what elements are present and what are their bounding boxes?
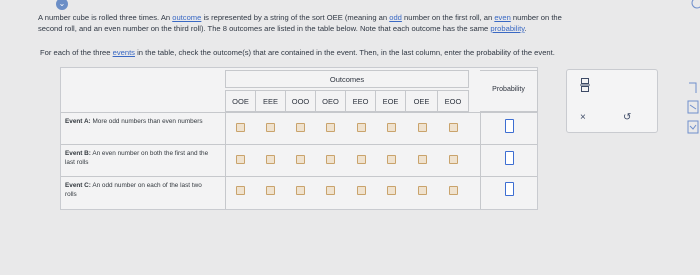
checkbox-c-oee[interactable] bbox=[418, 186, 427, 195]
probability-input-c[interactable] bbox=[505, 182, 514, 196]
checkbox-b-eeo[interactable] bbox=[357, 155, 366, 164]
intro-text: . bbox=[524, 24, 527, 33]
even-link[interactable]: even bbox=[494, 13, 511, 22]
checkbox-b-oeo[interactable] bbox=[326, 155, 335, 164]
checkbox-a-eoe[interactable] bbox=[387, 123, 396, 132]
checkbox-c-eoo[interactable] bbox=[449, 186, 458, 195]
event-a-label bbox=[65, 117, 215, 126]
undo-icon[interactable]: ↺ bbox=[623, 112, 632, 123]
col-header-eoe: EOE bbox=[375, 90, 406, 112]
outcomes-header: Outcomes bbox=[225, 70, 469, 88]
intro-text: number on the first roll, an bbox=[401, 13, 495, 22]
checkbox-b-eee[interactable] bbox=[266, 155, 275, 164]
event-c-label bbox=[65, 181, 215, 199]
intro-text: A number cube is rolled three times. An bbox=[38, 13, 173, 22]
checkbox-a-eoo[interactable] bbox=[449, 123, 458, 132]
probability-header: Probability bbox=[480, 70, 538, 112]
odd-link[interactable]: odd bbox=[389, 13, 402, 22]
answer-tools-panel bbox=[566, 69, 658, 133]
clear-icon[interactable]: × bbox=[580, 112, 586, 123]
outcome-link[interactable]: outcome bbox=[172, 13, 202, 22]
sidebar-top-icon[interactable] bbox=[686, 0, 700, 10]
checkbox-a-ooe[interactable] bbox=[236, 123, 245, 132]
col-header-eoo: EOO bbox=[437, 90, 469, 112]
sidebar-icon-2[interactable] bbox=[686, 100, 700, 114]
intro-text: number on the bbox=[510, 13, 562, 22]
grid-line bbox=[480, 112, 481, 209]
event-b-label bbox=[65, 149, 215, 167]
checkbox-a-eee[interactable] bbox=[266, 123, 275, 132]
checkbox-c-eoe[interactable] bbox=[387, 186, 396, 195]
event-c-description: An odd number on each of the last two rolls bbox=[65, 182, 202, 198]
sidebar-icon-1[interactable] bbox=[686, 82, 700, 94]
col-header-oee: OEE bbox=[405, 90, 438, 112]
fraction-icon[interactable] bbox=[580, 78, 590, 92]
checkbox-c-oeo[interactable] bbox=[326, 186, 335, 195]
checkbox-c-eee[interactable] bbox=[266, 186, 275, 195]
checkbox-c-ooe[interactable] bbox=[236, 186, 245, 195]
col-header-ooe: OOE bbox=[225, 90, 256, 112]
checkbox-b-oee[interactable] bbox=[418, 155, 427, 164]
event-b-description: An even number on both the first and the last rolls bbox=[65, 150, 209, 166]
probability-link[interactable]: probability bbox=[490, 24, 525, 33]
checkbox-a-eeo[interactable] bbox=[357, 123, 366, 132]
checkbox-b-eoe[interactable] bbox=[387, 155, 396, 164]
probability-input-a[interactable] bbox=[505, 119, 514, 133]
checkbox-b-ooo[interactable] bbox=[296, 155, 305, 164]
col-header-eee: EEE bbox=[255, 90, 286, 112]
problem-statement bbox=[38, 12, 678, 34]
instructions bbox=[40, 47, 680, 58]
checkbox-a-oeo[interactable] bbox=[326, 123, 335, 132]
intro-text: is represented by a string of the sort OEE (meaning an bbox=[201, 13, 390, 22]
col-header-oeo: OEO bbox=[315, 90, 346, 112]
col-header-eeo: EEO bbox=[345, 90, 376, 112]
checkbox-a-ooo[interactable] bbox=[296, 123, 305, 132]
instruction-text: For each of the three bbox=[40, 48, 113, 57]
events-link[interactable]: events bbox=[112, 48, 135, 57]
checkbox-b-eoo[interactable] bbox=[449, 155, 458, 164]
event-a-description: More odd numbers than even numbers bbox=[90, 118, 203, 125]
checkbox-c-ooo[interactable] bbox=[296, 186, 305, 195]
event-a-title: Event A: bbox=[65, 118, 91, 125]
event-c-title: Event C: bbox=[65, 182, 91, 189]
sidebar-icon-3[interactable] bbox=[686, 120, 700, 134]
instruction-text: in the table, check the outcome(s) that are contained in the event. Then, in the last column, enter the probability of the event. bbox=[134, 48, 555, 57]
event-b-title: Event B: bbox=[65, 150, 91, 157]
col-header-ooo: OOO bbox=[285, 90, 316, 112]
intro-text: second roll, and an even number on the third roll). The 8 outcomes are listed in the table below. Note that each outcome has the same bbox=[38, 24, 491, 33]
probability-input-b[interactable] bbox=[505, 151, 514, 165]
collapse-chevron-icon[interactable]: ⌄ bbox=[56, 0, 68, 10]
grid-line bbox=[225, 112, 226, 209]
checkbox-a-oee[interactable] bbox=[418, 123, 427, 132]
checkbox-b-ooe[interactable] bbox=[236, 155, 245, 164]
checkbox-c-eeo[interactable] bbox=[357, 186, 366, 195]
